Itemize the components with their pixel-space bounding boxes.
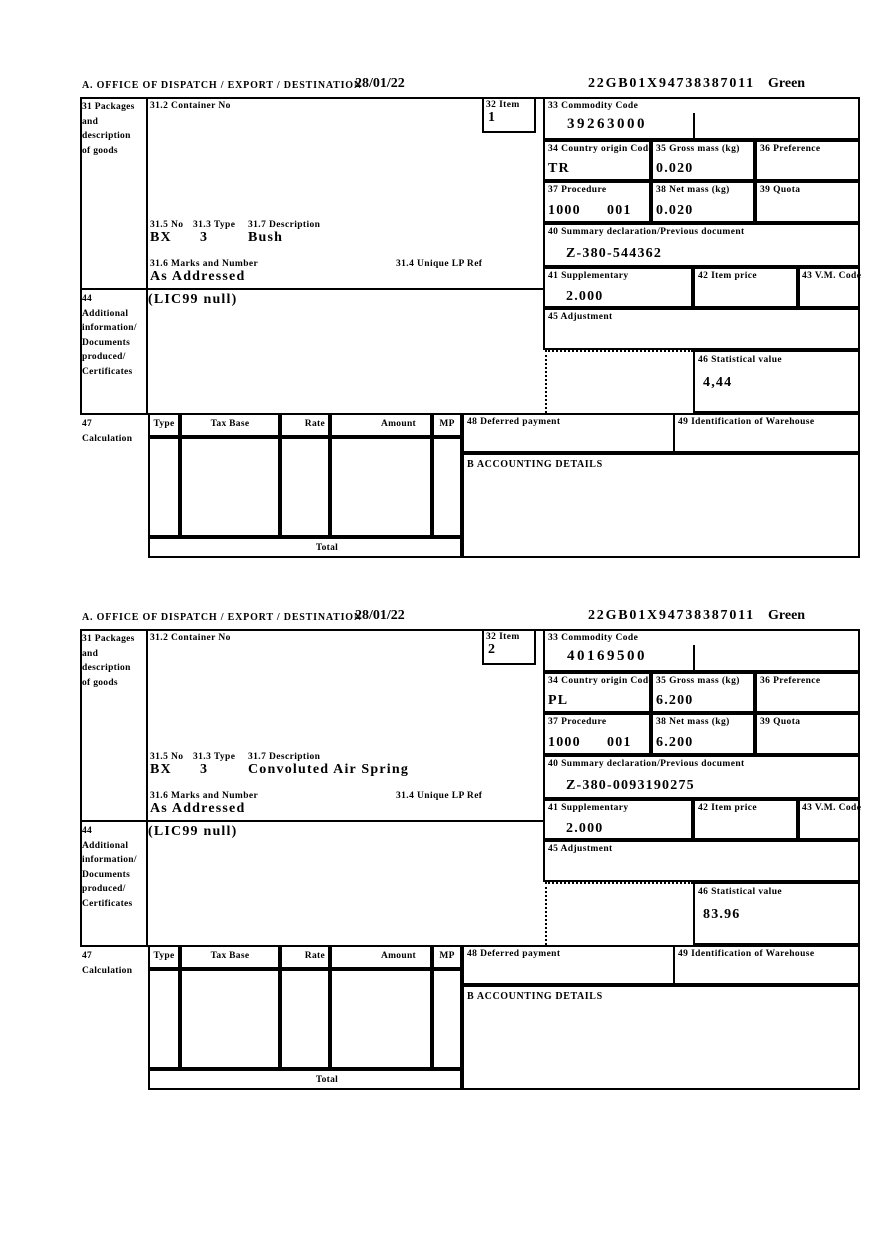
border-line	[80, 820, 545, 822]
item-number-value: 1	[488, 110, 497, 125]
supplementary-value: 2.000	[566, 821, 604, 836]
label-line: Documents	[82, 337, 131, 348]
statistical-value: 83.96	[703, 907, 741, 922]
summary-declaration-value: Z-380-0093190275	[566, 778, 695, 793]
commodity-code-value: 39263000	[567, 116, 647, 132]
country-origin-label: 34 Country origin Code	[548, 144, 654, 154]
gross-mass-value: 6.200	[656, 693, 694, 708]
label-line: and	[82, 116, 99, 127]
label-line: Documents	[82, 869, 131, 880]
label-line: Calculation	[82, 433, 133, 444]
label-line: description	[82, 663, 131, 673]
supplementary-label: 41 Supplementary	[548, 271, 629, 281]
marks-value: As Addressed	[150, 269, 246, 284]
gross-mass-label: 35 Gross mass (kg)	[656, 676, 740, 686]
packages-type-label: 31.3 Type	[193, 220, 236, 230]
item-price-label: 42 Item price	[698, 803, 758, 813]
tax-column-rate: Rate	[280, 945, 330, 969]
label-line: produced/	[82, 884, 126, 894]
summary-declaration-label: 40 Summary declaration/Previous document	[548, 759, 745, 769]
procedure-label: 37 Procedure	[548, 717, 607, 727]
mrn-value: 22GB01X94738387011	[588, 76, 755, 91]
tax-cell-tax-base	[180, 437, 280, 537]
country-origin-label: 34 Country origin Code	[548, 676, 654, 686]
label-line: produced/	[82, 352, 126, 362]
box31-label	[82, 100, 135, 158]
package-type-value: 3	[200, 762, 209, 777]
dotted-line	[545, 350, 693, 352]
tax-column-tax-base: Tax Base	[180, 413, 280, 437]
tax-cell-type	[148, 437, 180, 537]
package-no-value: BX	[150, 230, 172, 245]
tax-column-mp: MP	[432, 945, 462, 969]
procedure-value: 1000	[548, 203, 581, 218]
tax-cell-amount	[330, 437, 432, 537]
box47-label	[82, 417, 132, 446]
tax-cell-amount	[330, 969, 432, 1069]
commodity-code-divider	[693, 645, 695, 672]
label-line: 44	[82, 826, 93, 836]
commodity-code-label: 33 Commodity Code	[548, 101, 639, 111]
dotted-line	[545, 350, 547, 413]
marks-number-label: 31.6 Marks and Number	[150, 259, 259, 269]
goods-description-value: Bush	[248, 230, 284, 245]
routing-status: Green	[768, 76, 806, 91]
mrn-value: 22GB01X94738387011	[588, 608, 755, 623]
procedure-value-2: 001	[607, 735, 632, 750]
tax-cell-type	[148, 969, 180, 1069]
label-line: of goods	[82, 677, 118, 688]
marks-number-label: 31.6 Marks and Number	[150, 791, 259, 801]
label-line: 47	[82, 951, 93, 961]
border-line	[146, 97, 148, 413]
commodity-code-label: 33 Commodity Code	[548, 633, 639, 643]
tax-column-type: Type	[148, 413, 180, 437]
label-line: and	[82, 648, 99, 659]
adjustment-label: 45 Adjustment	[548, 312, 613, 322]
label-line: description	[82, 131, 131, 141]
tax-column-type: Type	[148, 945, 180, 969]
net-mass-label: 38 Net mass (kg)	[656, 185, 730, 195]
tax-cell-rate	[280, 437, 330, 537]
box44-label	[82, 292, 137, 379]
additional-info-value: (LIC99 null)	[148, 292, 238, 307]
box47-label	[82, 949, 132, 978]
procedure-value-2: 001	[607, 203, 632, 218]
container-no-label: 31.2 Container No	[150, 101, 231, 111]
warehouse-id-label: 49 Identification of Warehouse	[678, 949, 815, 959]
label-line: Additional	[82, 308, 129, 319]
supplementary-label: 41 Supplementary	[548, 803, 629, 813]
gross-mass-value: 0.020	[656, 161, 694, 176]
statistical-value-label: 46 Statistical value	[698, 355, 782, 365]
packages-no-label: 31.5 No	[150, 752, 184, 762]
declaration-item-section	[0, 602, 882, 1102]
gross-mass-label: 35 Gross mass (kg)	[656, 144, 740, 154]
statistical-value: 4,44	[703, 375, 733, 390]
dotted-line	[545, 882, 547, 945]
description-label: 31.7 Description	[248, 220, 321, 230]
commodity-code-divider	[693, 113, 695, 140]
label-line: Calculation	[82, 965, 133, 976]
dotted-line	[545, 882, 693, 884]
label-line: of goods	[82, 145, 118, 156]
procedure-value: 1000	[548, 735, 581, 750]
accounting-details-label: B ACCOUNTING DETAILS	[467, 459, 603, 470]
tax-column-rate: Rate	[280, 413, 330, 437]
declaration-date: 28/01/22	[355, 608, 405, 623]
tax-cell-mp	[432, 969, 462, 1069]
packages-type-label: 31.3 Type	[193, 752, 236, 762]
supplementary-value: 2.000	[566, 289, 604, 304]
quota-label: 39 Quota	[760, 185, 801, 195]
net-mass-value: 0.020	[656, 203, 694, 218]
country-origin-value: PL	[548, 693, 569, 708]
warehouse-id-label: 49 Identification of Warehouse	[678, 417, 815, 427]
label-line: information/	[82, 855, 137, 865]
label-line: Certificates	[82, 898, 133, 909]
label-line: 47	[82, 419, 93, 429]
total-row: Total	[148, 1069, 462, 1090]
deferred-payment-label: 48 Deferred payment	[467, 417, 561, 427]
tax-column-tax-base: Tax Base	[180, 945, 280, 969]
description-label: 31.7 Description	[248, 752, 321, 762]
commodity-code-value: 40169500	[567, 648, 647, 664]
unique-lp-ref-label: 31.4 Unique LP Ref	[396, 259, 483, 269]
box44-label	[82, 824, 137, 911]
accounting-details-label: B ACCOUNTING DETAILS	[467, 991, 603, 1002]
preference-label: 36 Preference	[760, 676, 821, 686]
label-line: Certificates	[82, 366, 133, 377]
package-type-value: 3	[200, 230, 209, 245]
routing-status: Green	[768, 608, 806, 623]
procedure-label: 37 Procedure	[548, 185, 607, 195]
declaration-item-section	[0, 70, 882, 570]
tax-column-amount: Amount	[330, 413, 432, 437]
net-mass-label: 38 Net mass (kg)	[656, 717, 730, 727]
item-number-value: 2	[488, 642, 497, 657]
package-no-value: BX	[150, 762, 172, 777]
marks-value: As Addressed	[150, 801, 246, 816]
label-line: 31 Packages	[82, 102, 135, 112]
quota-label: 39 Quota	[760, 717, 801, 727]
total-row: Total	[148, 537, 462, 558]
goods-description-value: Convoluted Air Spring	[248, 762, 410, 777]
label-line: 44	[82, 294, 93, 304]
office-of-dispatch-label: A. OFFICE OF DISPATCH / EXPORT / DESTINATION	[82, 80, 362, 91]
item-label: 32 Item	[486, 100, 520, 110]
unique-lp-ref-label: 31.4 Unique LP Ref	[396, 791, 483, 801]
item-label: 32 Item	[486, 632, 520, 642]
label-line: information/	[82, 323, 137, 333]
tax-column-amount: Amount	[330, 945, 432, 969]
tax-cell-tax-base	[180, 969, 280, 1069]
adjustment-label: 45 Adjustment	[548, 844, 613, 854]
container-no-label: 31.2 Container No	[150, 633, 231, 643]
border-line	[80, 288, 545, 290]
tax-cell-rate	[280, 969, 330, 1069]
summary-declaration-label: 40 Summary declaration/Previous document	[548, 227, 745, 237]
statistical-value-label: 46 Statistical value	[698, 887, 782, 897]
tax-column-mp: MP	[432, 413, 462, 437]
item-price-label: 42 Item price	[698, 271, 758, 281]
packages-no-label: 31.5 No	[150, 220, 184, 230]
label-line: Additional	[82, 840, 129, 851]
vm-code-label: 43 V.M. Code	[802, 271, 862, 281]
additional-info-value: (LIC99 null)	[148, 824, 238, 839]
office-of-dispatch-label: A. OFFICE OF DISPATCH / EXPORT / DESTINATION	[82, 612, 362, 623]
deferred-payment-label: 48 Deferred payment	[467, 949, 561, 959]
preference-label: 36 Preference	[760, 144, 821, 154]
vm-code-label: 43 V.M. Code	[802, 803, 862, 813]
label-line: 31 Packages	[82, 634, 135, 644]
net-mass-value: 6.200	[656, 735, 694, 750]
tax-cell-mp	[432, 437, 462, 537]
country-origin-value: TR	[548, 161, 570, 176]
border-line	[146, 629, 148, 945]
declaration-date: 28/01/22	[355, 76, 405, 91]
box31-label	[82, 632, 135, 690]
summary-declaration-value: Z-380-544362	[566, 246, 663, 261]
